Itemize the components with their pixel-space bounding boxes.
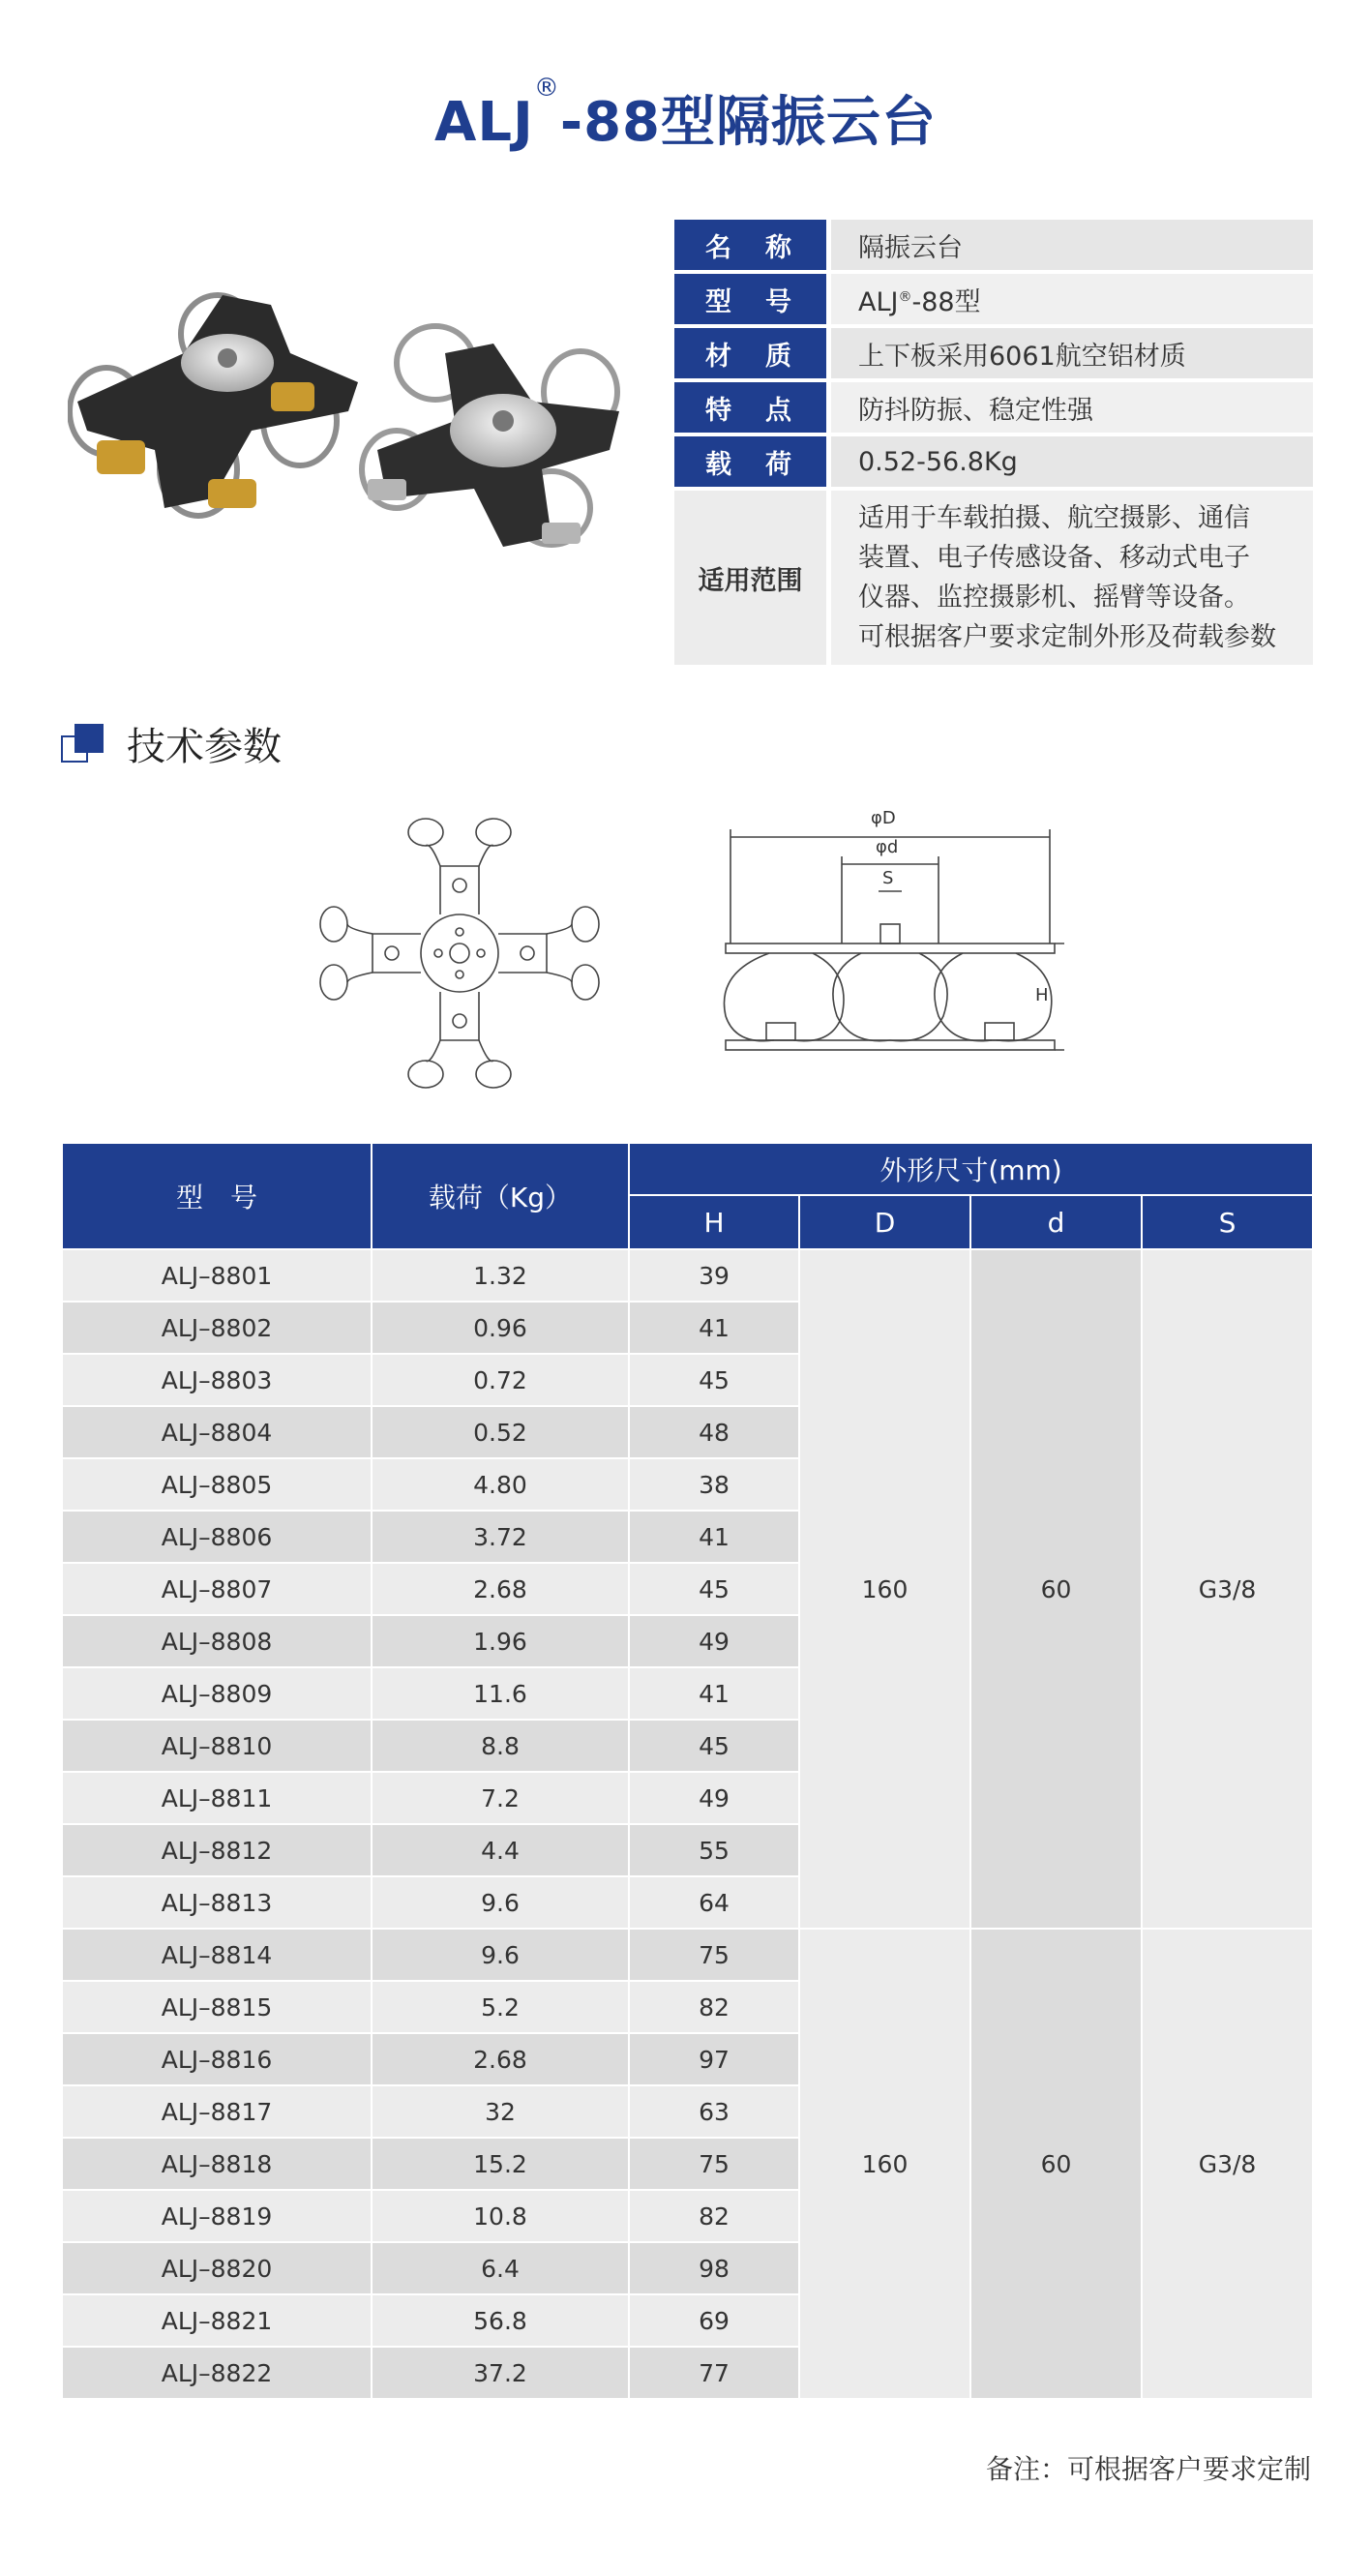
spec-key: 适用范围 bbox=[674, 491, 826, 665]
load-cell: 2.68 bbox=[372, 2033, 629, 2085]
diameter-D-label: φD bbox=[871, 808, 896, 828]
model-cell: ALJ–8821 bbox=[62, 2294, 372, 2347]
height-cell: 55 bbox=[629, 1824, 799, 1876]
spec-value: 防抖防振、稳定性强 bbox=[826, 382, 1313, 433]
remark-note: 备注：可根据客户要求定制 bbox=[985, 2453, 1311, 2485]
spec-row bbox=[674, 382, 1313, 433]
model-cell: ALJ–8820 bbox=[62, 2242, 372, 2294]
height-cell: 64 bbox=[629, 1876, 799, 1929]
S-cell: G3/8 bbox=[1142, 1249, 1313, 1929]
product-photo bbox=[68, 276, 668, 566]
load-cell: 2.68 bbox=[372, 1563, 629, 1615]
model-cell: ALJ–8803 bbox=[62, 1354, 372, 1406]
height-cell: 41 bbox=[629, 1667, 799, 1720]
data-table bbox=[61, 1142, 1314, 2400]
model-cell: ALJ–8813 bbox=[62, 1876, 372, 1929]
S-cell: G3/8 bbox=[1142, 1929, 1313, 2399]
model-cell: ALJ–8804 bbox=[62, 1406, 372, 1458]
spec-row bbox=[674, 491, 1313, 665]
thread-S-label: S bbox=[882, 868, 894, 888]
height-cell: 45 bbox=[629, 1563, 799, 1615]
model-cell: ALJ–8819 bbox=[62, 2190, 372, 2242]
d-header: d bbox=[970, 1195, 1142, 1249]
spec-key: 型 号 bbox=[674, 274, 826, 324]
model-cell: ALJ–8808 bbox=[62, 1615, 372, 1667]
model-cell: ALJ–8822 bbox=[62, 2347, 372, 2399]
model-cell: ALJ–8807 bbox=[62, 1563, 372, 1615]
section-title: 技术参数 bbox=[127, 725, 282, 769]
model-cell: ALJ–8809 bbox=[62, 1667, 372, 1720]
model-cell: ALJ–8801 bbox=[62, 1249, 372, 1302]
load-cell: 0.96 bbox=[372, 1302, 629, 1354]
model-cell: ALJ–8815 bbox=[62, 1981, 372, 2033]
load-cell: 37.2 bbox=[372, 2347, 629, 2399]
load-cell: 7.2 bbox=[372, 1772, 629, 1824]
load-cell: 10.8 bbox=[372, 2190, 629, 2242]
d-cell: 60 bbox=[970, 1929, 1142, 2399]
side-view-drawing bbox=[716, 808, 1064, 1089]
spec-table bbox=[674, 216, 1313, 669]
spec-row bbox=[674, 274, 1313, 324]
height-cell: 63 bbox=[629, 2085, 799, 2138]
height-cell: 49 bbox=[629, 1615, 799, 1667]
model-cell: ALJ–8811 bbox=[62, 1772, 372, 1824]
height-cell: 45 bbox=[629, 1354, 799, 1406]
spec-row bbox=[674, 328, 1313, 378]
load-cell: 56.8 bbox=[372, 2294, 629, 2347]
table-row bbox=[62, 1929, 1313, 1981]
top-view-drawing bbox=[310, 808, 610, 1098]
D-cell: 160 bbox=[799, 1929, 970, 2399]
height-cell: 98 bbox=[629, 2242, 799, 2294]
D-header: D bbox=[799, 1195, 970, 1249]
load-cell: 0.52 bbox=[372, 1406, 629, 1458]
section-square-icon bbox=[75, 724, 104, 753]
table-row bbox=[62, 1249, 1313, 1302]
height-cell: 48 bbox=[629, 1406, 799, 1458]
model-cell: ALJ–8814 bbox=[62, 1929, 372, 1981]
spec-value: ALJ®-88型 bbox=[826, 274, 1313, 324]
load-cell: 5.2 bbox=[372, 1981, 629, 2033]
model-cell: ALJ–8805 bbox=[62, 1458, 372, 1511]
spec-value: 上下板采用6061航空铝材质 bbox=[826, 328, 1313, 378]
dims-header: 外形尺寸(mm) bbox=[629, 1143, 1313, 1195]
load-cell: 4.80 bbox=[372, 1458, 629, 1511]
height-cell: 39 bbox=[629, 1249, 799, 1302]
page-title: ALJ®-88型隔振云台 bbox=[433, 74, 938, 154]
diameter-d-label: φd bbox=[876, 837, 899, 857]
load-cell: 0.72 bbox=[372, 1354, 629, 1406]
model-cell: ALJ–8802 bbox=[62, 1302, 372, 1354]
model-cell: ALJ–8817 bbox=[62, 2085, 372, 2138]
height-cell: 82 bbox=[629, 2190, 799, 2242]
height-H-label: H bbox=[1035, 985, 1049, 1005]
model-cell: ALJ–8812 bbox=[62, 1824, 372, 1876]
height-cell: 49 bbox=[629, 1772, 799, 1824]
spec-row bbox=[674, 220, 1313, 270]
spec-value: 隔振云台 bbox=[826, 220, 1313, 270]
spec-key: 特 点 bbox=[674, 382, 826, 433]
height-cell: 75 bbox=[629, 1929, 799, 1981]
model-cell: ALJ–8818 bbox=[62, 2138, 372, 2190]
H-header: H bbox=[629, 1195, 799, 1249]
model-header: 型 号 bbox=[62, 1143, 372, 1249]
spec-value: 适用于车载拍摄、航空摄影、通信 装置、电子传感设备、移动式电子 仪器、监控摄影机、摇臂等设备。 可根据客户要求定制外形及荷载参数 bbox=[826, 491, 1313, 665]
spec-key: 材 质 bbox=[674, 328, 826, 378]
load-cell: 1.96 bbox=[372, 1615, 629, 1667]
S-header: S bbox=[1142, 1195, 1313, 1249]
load-cell: 9.6 bbox=[372, 1876, 629, 1929]
height-cell: 75 bbox=[629, 2138, 799, 2190]
model-cell: ALJ–8806 bbox=[62, 1511, 372, 1563]
height-cell: 77 bbox=[629, 2347, 799, 2399]
load-cell: 3.72 bbox=[372, 1511, 629, 1563]
model-cell: ALJ–8810 bbox=[62, 1720, 372, 1772]
load-header: 载荷（Kg） bbox=[372, 1143, 629, 1249]
spec-key: 名 称 bbox=[674, 220, 826, 270]
load-cell: 6.4 bbox=[372, 2242, 629, 2294]
height-cell: 45 bbox=[629, 1720, 799, 1772]
d-cell: 60 bbox=[970, 1249, 1142, 1929]
height-cell: 38 bbox=[629, 1458, 799, 1511]
load-cell: 1.32 bbox=[372, 1249, 629, 1302]
spec-row bbox=[674, 436, 1313, 487]
load-cell: 8.8 bbox=[372, 1720, 629, 1772]
load-cell: 32 bbox=[372, 2085, 629, 2138]
spec-value: 0.52-56.8Kg bbox=[826, 436, 1313, 487]
load-cell: 15.2 bbox=[372, 2138, 629, 2190]
height-cell: 97 bbox=[629, 2033, 799, 2085]
model-cell: ALJ–8816 bbox=[62, 2033, 372, 2085]
D-cell: 160 bbox=[799, 1249, 970, 1929]
load-cell: 4.4 bbox=[372, 1824, 629, 1876]
height-cell: 82 bbox=[629, 1981, 799, 2033]
spec-key: 载 荷 bbox=[674, 436, 826, 487]
load-cell: 9.6 bbox=[372, 1929, 629, 1981]
height-cell: 41 bbox=[629, 1511, 799, 1563]
height-cell: 41 bbox=[629, 1302, 799, 1354]
load-cell: 11.6 bbox=[372, 1667, 629, 1720]
height-cell: 69 bbox=[629, 2294, 799, 2347]
